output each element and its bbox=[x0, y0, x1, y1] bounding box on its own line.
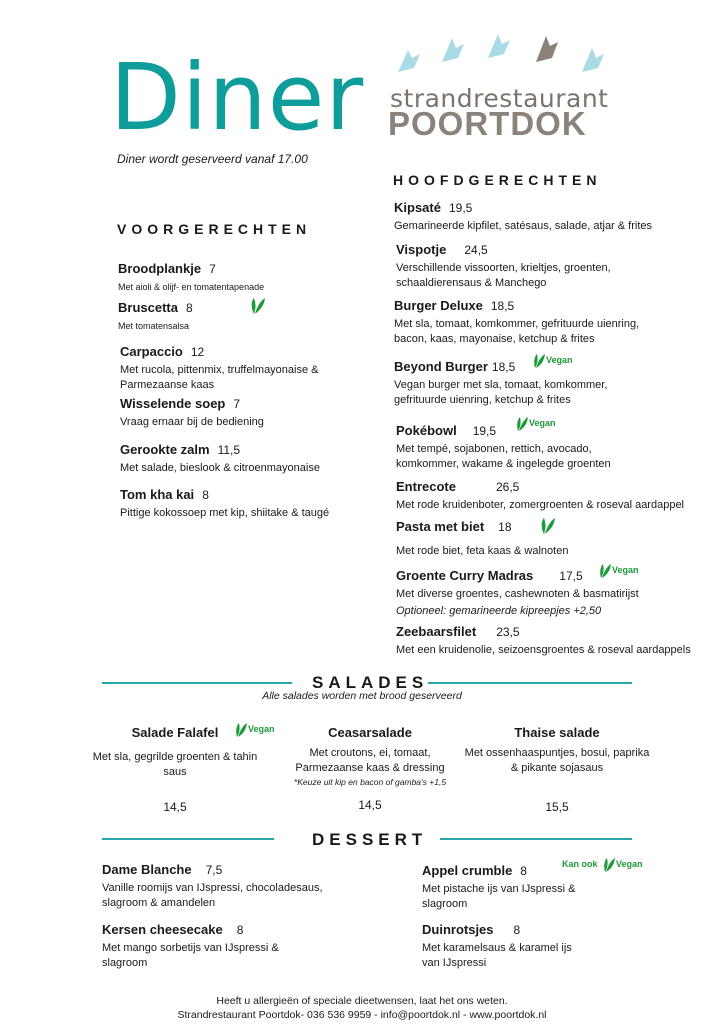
menu-item bbox=[422, 921, 572, 971]
dish-price: 18 bbox=[498, 520, 512, 534]
divider bbox=[428, 682, 632, 684]
salad-item bbox=[462, 725, 652, 814]
dish-description: Met diverse groentes, cashewnoten & basmatirijst bbox=[396, 588, 639, 600]
page-title: Diner bbox=[110, 44, 365, 151]
menu-item bbox=[394, 297, 644, 347]
menu-item bbox=[120, 395, 360, 430]
dish-price: 8 bbox=[513, 923, 521, 937]
dish-price: 8 bbox=[185, 301, 193, 315]
dish-option: Optioneel: gemarineerde kipreepjes +2,50 bbox=[396, 605, 602, 617]
menu-item bbox=[396, 518, 646, 559]
menu-item bbox=[396, 241, 636, 291]
dish-name: Beyond Burger bbox=[394, 359, 488, 374]
menu-item bbox=[102, 921, 302, 971]
dish-note: *Keuze uit kip en bacon of gamba's +1,5 bbox=[293, 777, 447, 787]
menu-item bbox=[120, 343, 360, 393]
divider bbox=[440, 838, 632, 840]
dish-description: Met mango sorbetijs van IJspressi & slagroom bbox=[102, 942, 279, 969]
dish-price: 19,5 bbox=[472, 424, 497, 438]
leaf-icon bbox=[538, 514, 556, 536]
dish-description: Met rode kruidenboter, zomergroenten & roseval aardappel bbox=[396, 499, 685, 511]
dish-name: Ceasarsalade bbox=[328, 725, 412, 740]
dish-price: 7,5 bbox=[205, 863, 223, 877]
menu-item bbox=[396, 567, 686, 619]
dish-description: Met rode biet, feta kaas & walnoten bbox=[396, 545, 569, 557]
vegan-badge bbox=[234, 720, 275, 738]
vegan-badge bbox=[598, 561, 639, 579]
menu-item bbox=[118, 260, 368, 295]
divider bbox=[102, 682, 292, 684]
leaf-icon bbox=[248, 294, 266, 316]
dish-price: 14,5 bbox=[163, 800, 187, 814]
dish-name: Thaise salade bbox=[514, 725, 600, 740]
menu-item bbox=[422, 862, 582, 912]
dish-name: Wisselende soep bbox=[120, 396, 226, 411]
dish-description: Met sla, tomaat, komkommer, gefrituurde uienring, bacon, kaas, mayonaise, ketchup & frites bbox=[394, 318, 640, 345]
dessert-heading: DESSERT bbox=[312, 830, 428, 849]
leaf-icon bbox=[532, 351, 546, 369]
logo-wordmark: POORTDOK bbox=[388, 105, 587, 142]
voorgerechten-heading: VOORGERECHTEN bbox=[117, 221, 312, 237]
salad-item bbox=[275, 725, 465, 812]
dish-name: Dame Blanche bbox=[102, 862, 192, 877]
menu-item bbox=[120, 441, 370, 476]
leaf-icon bbox=[598, 561, 612, 579]
leaf-icon bbox=[234, 720, 248, 738]
leaf-icon bbox=[515, 414, 529, 432]
menu-item bbox=[102, 861, 362, 911]
dish-description: Met ossenhaaspuntjes, bosui, paprika & pikante sojasaus bbox=[464, 747, 650, 774]
dish-price: 24,5 bbox=[464, 243, 488, 257]
dish-description: Met salade, bieslook & citroenmayonaise bbox=[120, 462, 320, 474]
dish-description: Gemarineerde kipfilet, satésaus, salade, atjar & frites bbox=[394, 220, 653, 232]
vegan-label: Vegan bbox=[546, 355, 573, 365]
kan-ook-vegan-badge bbox=[562, 855, 642, 873]
salades-heading: SALADES bbox=[312, 673, 429, 692]
dish-price: 19,5 bbox=[448, 201, 473, 215]
menu-item bbox=[394, 199, 694, 234]
salad-item bbox=[80, 725, 270, 814]
dish-description: Met tempé, sojabonen, rettich, avocado, komkommer, wakame & ingelegde groenten bbox=[396, 443, 611, 470]
dish-name: Appel crumble bbox=[422, 863, 513, 878]
dish-price: 7 bbox=[233, 397, 241, 411]
kan-ook-label: Kan ook bbox=[562, 859, 598, 869]
dish-price: 8 bbox=[236, 923, 244, 937]
dish-description: Met een kruidenolie, seizoensgroentes & roseval aardappels bbox=[396, 644, 691, 656]
divider bbox=[102, 838, 274, 840]
menu-item bbox=[120, 486, 370, 521]
dish-description: Met rucola, pittenmix, truffelmayonaise & Parmezaanse kaas bbox=[120, 364, 319, 391]
dish-description: Met pistache ijs van IJspressi & slagroom bbox=[422, 883, 576, 910]
dish-name: Pasta met biet bbox=[396, 519, 485, 534]
dish-description: Met aioli & olijf- en tomatentapenade bbox=[118, 282, 265, 292]
dish-name: Carpaccio bbox=[120, 344, 183, 359]
dish-price: 7 bbox=[209, 262, 216, 276]
vegan-label: Vegan bbox=[248, 724, 275, 734]
dish-name: Vispotje bbox=[396, 242, 447, 257]
menu-item bbox=[118, 299, 368, 334]
dish-description: Vraag ernaar bij de bediening bbox=[120, 416, 264, 428]
dish-name: Groente Curry Madras bbox=[396, 568, 534, 583]
dish-price: 8 bbox=[202, 488, 209, 502]
dish-name: Gerookte zalm bbox=[120, 442, 210, 457]
dish-name: Zeebaarsfilet bbox=[396, 624, 477, 639]
dish-name: Kersen cheesecake bbox=[102, 922, 223, 937]
dish-name: Pokébowl bbox=[396, 423, 457, 438]
vegan-badge bbox=[515, 414, 556, 432]
dish-description: Pittige kokossoep met kip, shiitake & taugé bbox=[120, 507, 330, 519]
menu-item bbox=[394, 358, 644, 408]
dish-name: Duinrotsjes bbox=[422, 922, 494, 937]
dish-description: Vanille roomijs van IJspressi, chocoladesaus, slagroom & amandelen bbox=[102, 882, 323, 909]
dish-price: 8 bbox=[520, 864, 527, 878]
dish-name: Broodplankje bbox=[118, 261, 202, 276]
dish-description: Met tomatensalsa bbox=[118, 321, 190, 331]
leaf-icon bbox=[602, 855, 616, 873]
dish-description: Met karamelsaus & karamel ijs van IJspressi bbox=[422, 942, 572, 969]
service-time: Diner wordt geserveerd vanaf 17.00 bbox=[117, 152, 308, 166]
vegan-label: Vegan bbox=[529, 418, 556, 428]
hoofdgerechten-heading: HOOFDGERECHTEN bbox=[393, 172, 602, 188]
dish-name: Salade Falafel bbox=[131, 725, 219, 740]
dish-description: Met sla, gegrilde groenten & tahin saus bbox=[92, 751, 258, 778]
dish-price: 23,5 bbox=[496, 625, 520, 639]
dish-name: Burger Deluxe bbox=[394, 298, 483, 313]
dish-price: 17,5 bbox=[559, 569, 583, 583]
dish-name: Bruscetta bbox=[118, 300, 178, 315]
footer-allergy-note: Heeft u allergieën of speciale dieetwensen, laat het ons weten. bbox=[216, 995, 508, 1007]
dish-description: Vegan burger met sla, tomaat, komkommer, gefrituurde uienring, ketchup & frites bbox=[394, 379, 608, 406]
dish-price: 26,5 bbox=[495, 480, 520, 494]
bird-logo-icon bbox=[390, 28, 620, 80]
vegan-label: Vegan bbox=[615, 859, 643, 869]
vegan-badge bbox=[532, 351, 573, 369]
dish-price: 18,5 bbox=[490, 299, 515, 313]
logo-text: strandrestaurant bbox=[390, 84, 609, 113]
dish-price: 18,5 bbox=[491, 360, 516, 374]
dish-price: 14,5 bbox=[358, 798, 382, 812]
dish-price: 11,5 bbox=[217, 443, 241, 457]
dish-description: Met croutons, ei, tomaat, Parmezaanse kaas & dressing bbox=[295, 747, 445, 774]
dish-name: Entrecote bbox=[396, 479, 456, 494]
dish-description: Verschillende vissoorten, krieltjes, groenten, schaaldierensaus & Manchego bbox=[396, 262, 611, 289]
salades-subheading: Alle salades worden met brood geserveerd bbox=[262, 690, 462, 702]
menu-item bbox=[396, 623, 716, 658]
dish-name: Kipsaté bbox=[394, 200, 441, 215]
footer-contact: Strandrestaurant Poortdok- 036 536 9959 - info@poortdok.nl - www.poortdok.nl bbox=[177, 1009, 547, 1021]
dish-price: 12 bbox=[190, 345, 205, 359]
dish-price: 15,5 bbox=[545, 800, 569, 814]
vegan-label: Vegan bbox=[612, 565, 639, 575]
menu-item bbox=[396, 478, 706, 513]
dish-name: Tom kha kai bbox=[120, 487, 195, 502]
